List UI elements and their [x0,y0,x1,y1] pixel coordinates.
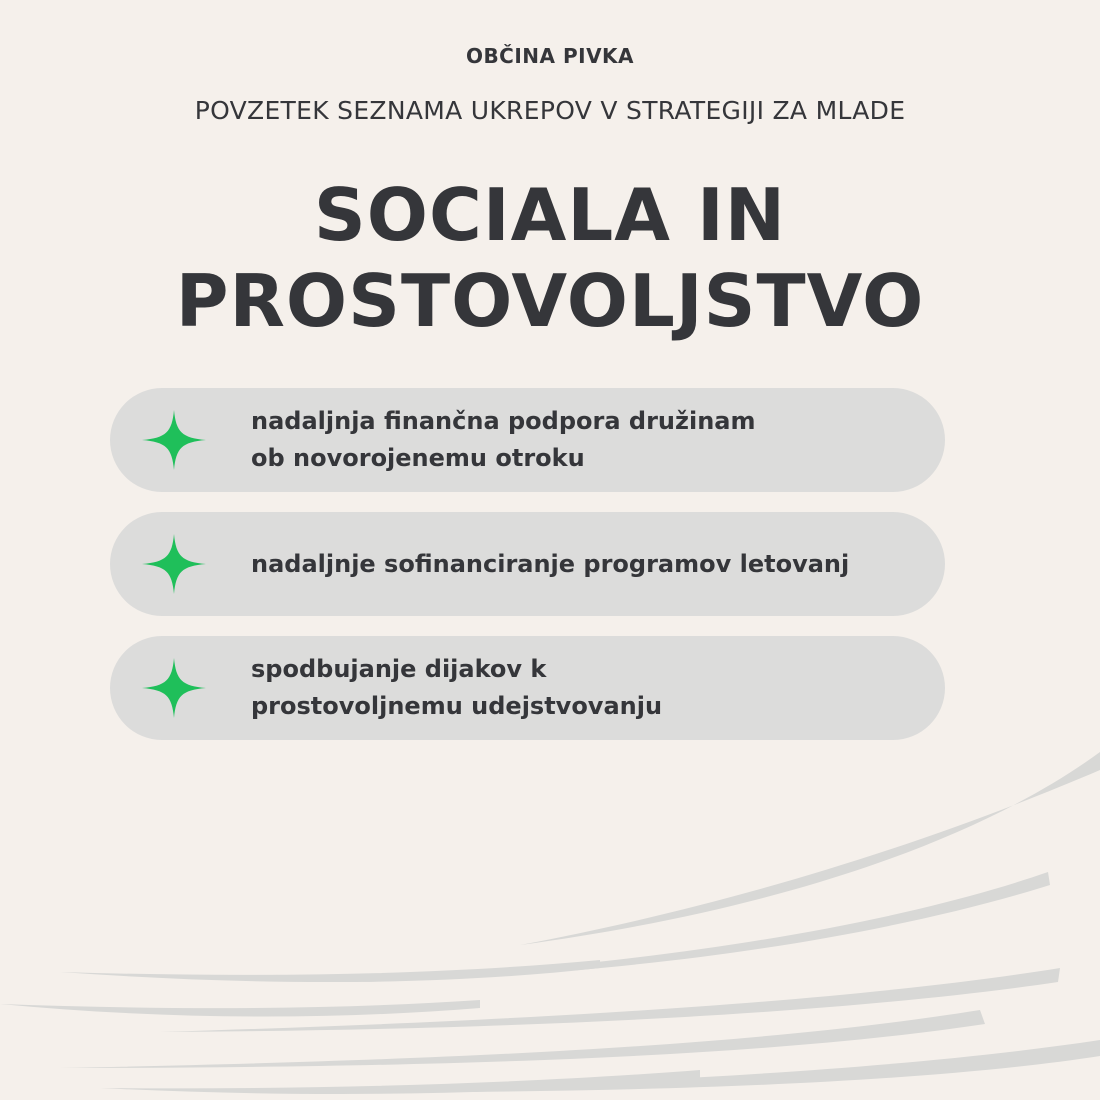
sparkle-star-icon [142,658,206,718]
list-item [110,636,945,740]
list-item-text: nadaljnje sofinanciranje programov letovanj [251,549,850,578]
page-subtitle: POVZETEK SEZNAMA UKREPOV V STRATEGIJI ZA MLADE [194,96,906,125]
page-title-line-2: PROSTOVOLJSTVO [175,259,925,343]
sparkle-star-icon [142,534,206,594]
list-item-text: spodbujanje dijakov k prostovoljnemu udejstvovanju [251,655,663,720]
measures-list [110,388,945,760]
list-item-text: nadaljnja finančna podpora družinam ob novorojenemu otroku [251,407,756,472]
organization-name: OBČINA PIVKA [465,44,635,68]
page-title-line-1: SOCIALA IN [313,173,787,257]
page-title [0,172,1100,344]
sparkle-star-icon [142,410,206,470]
list-item [110,388,945,492]
list-item [110,512,945,616]
